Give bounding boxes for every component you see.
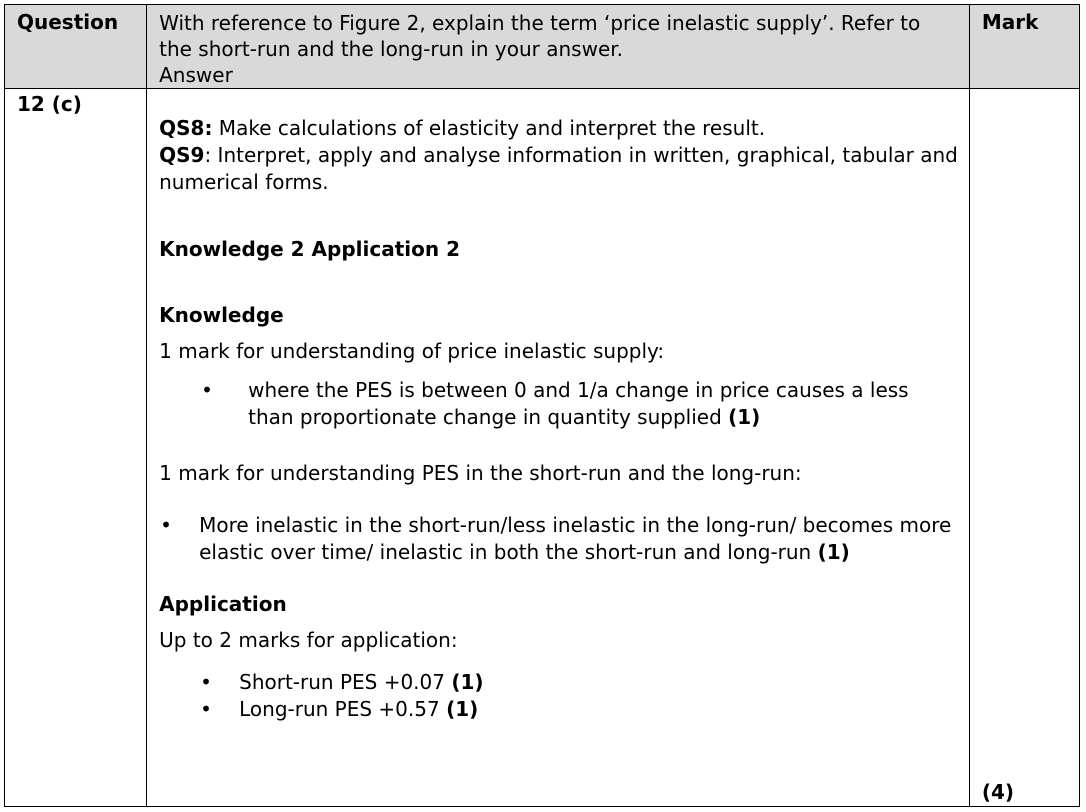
mark-header-cell [969, 5, 1079, 89]
mark-label: Mark [981, 10, 1039, 34]
answer-row [5, 89, 1080, 807]
qs8-line [159, 115, 959, 142]
knowledge-point-1: • where the PES is between 0 and 1/a change in price causes a less than proportionate change in quantity supplied (1) [201, 378, 909, 429]
bullet-icon: • [200, 670, 212, 694]
question-prompt: With reference to Figure 2, explain the term ‘price inelastic supply’. Refer to the short-run and the long-run in your answer. [159, 11, 921, 61]
prompt-header-cell [147, 5, 970, 89]
application-point-1: • Short-run PES +0.07 (1) [200, 670, 484, 694]
question-header-cell [5, 5, 147, 89]
knowledge-heading: Knowledge [159, 303, 284, 327]
mark-value: (1) [728, 405, 761, 429]
marks-split: Knowledge 2 Application 2 [159, 237, 460, 261]
mark-value: (1) [817, 540, 850, 564]
knowledge-point-2: • More inelastic in the short-run/less inelastic in the long-run/ becomes more elastic over time/ inelastic in both the short-run and long-run (1) [160, 513, 952, 564]
bullet-icon: • [201, 378, 213, 402]
question-number-cell [5, 89, 147, 807]
total-mark: (4) [981, 780, 1015, 804]
question-number: 12 (c) [17, 92, 82, 116]
bullet-icon: • [200, 697, 212, 721]
header-row [5, 5, 1080, 89]
qs8-text: Make calculations of elasticity and interpret the result. [212, 116, 766, 140]
application-intro: Up to 2 marks for application: [159, 628, 458, 652]
bullet-icon: • [160, 513, 172, 537]
application-heading: Application [159, 592, 287, 616]
mark-value: (1) [446, 697, 479, 721]
mark-value: (1) [451, 670, 484, 694]
mark-cell [969, 89, 1079, 807]
answer-cell [147, 89, 970, 807]
mark-scheme-table [4, 4, 1080, 807]
knowledge-intro-2: 1 mark for understanding PES in the short-run and the long-run: [159, 461, 802, 485]
application-point-2: • Long-run PES +0.57 (1) [200, 697, 479, 721]
qs9-text: : Interpret, apply and analyse information in written, graphical, tabular and numerical forms. [159, 143, 958, 194]
answer-label: Answer [159, 63, 233, 87]
qs9-line [159, 142, 959, 196]
knowledge-intro-1: 1 mark for understanding of price inelastic supply: [159, 339, 665, 363]
qs9-code: QS9 [159, 143, 205, 167]
question-label: Question [17, 10, 119, 34]
qs8-code: QS8: [159, 116, 213, 140]
